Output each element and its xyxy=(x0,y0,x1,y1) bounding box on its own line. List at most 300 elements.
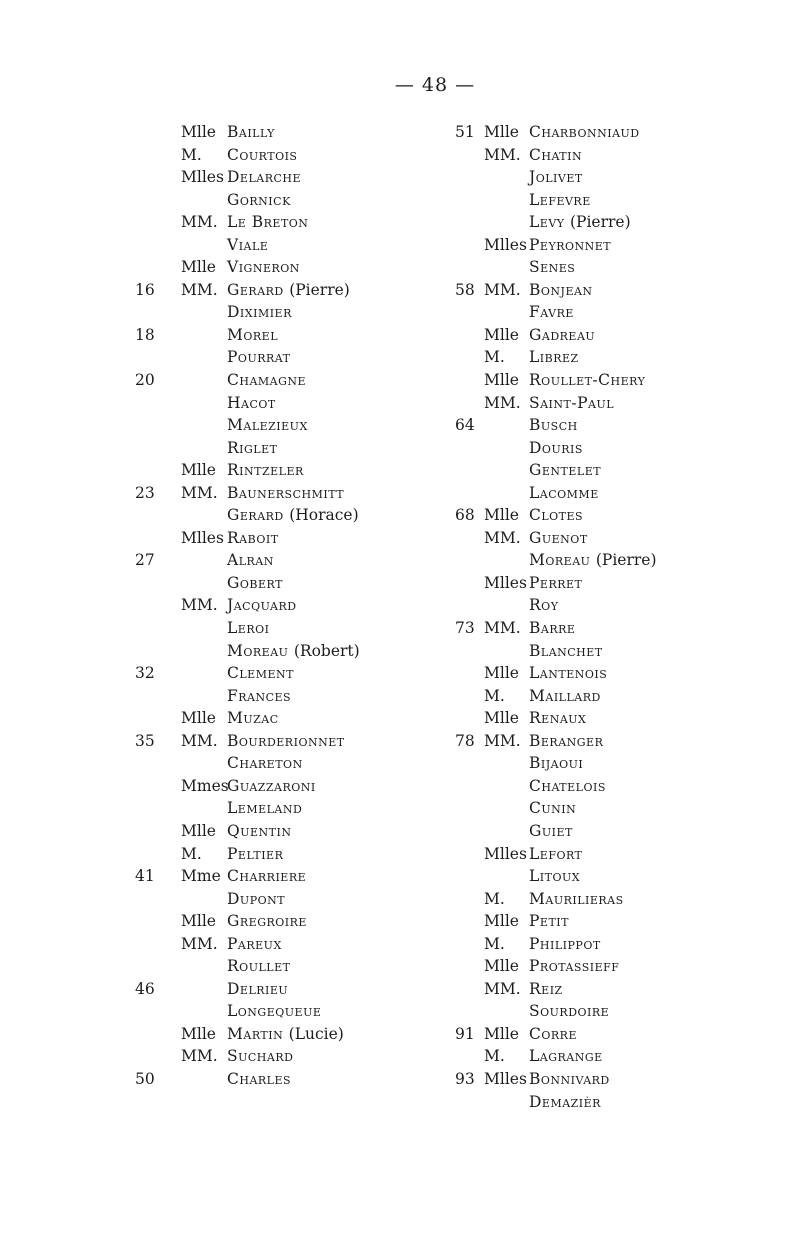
honorific: MM. xyxy=(484,731,521,750)
surname-text: Corre xyxy=(529,1024,577,1043)
honorific: Mlles xyxy=(181,168,224,187)
surname xyxy=(227,594,297,617)
surname-text: Hacot xyxy=(227,393,276,412)
honorific: MM. xyxy=(484,979,521,998)
surname-text: Lacomme xyxy=(529,483,599,502)
honorific: M. xyxy=(484,348,505,367)
surname xyxy=(529,933,601,956)
surname-text: Senes xyxy=(529,258,576,277)
surname-text: Peyronnet xyxy=(529,235,612,254)
surname xyxy=(529,324,595,347)
name-entry xyxy=(445,301,790,324)
surname-text: Gornick xyxy=(227,190,291,209)
surname-text: Saint-Paul xyxy=(529,393,615,412)
rank-number: 91 xyxy=(455,1024,475,1043)
surname xyxy=(227,1000,321,1023)
surname-text: Librez xyxy=(529,348,579,367)
surname-text: Chareton xyxy=(227,754,303,773)
surname-text: Lefort xyxy=(529,844,583,863)
surname xyxy=(529,865,580,888)
surname xyxy=(227,437,277,460)
rank-number: 64 xyxy=(455,416,475,435)
name-entry xyxy=(135,730,465,753)
honorific: Mlle xyxy=(484,912,519,931)
name-entry xyxy=(445,211,790,234)
name-entry xyxy=(135,144,465,167)
surname-text: Lemeland xyxy=(227,799,303,818)
name-entry xyxy=(445,662,790,685)
surname xyxy=(227,978,288,1001)
rank-number: 93 xyxy=(455,1069,475,1088)
name-entry xyxy=(445,256,790,279)
surname-text: Courtois xyxy=(227,145,298,164)
surname-text: Renaux xyxy=(529,709,587,728)
surname-text: Blanchet xyxy=(529,641,603,660)
honorific: Mlle xyxy=(484,1024,519,1043)
name-entry xyxy=(135,369,465,392)
surname-text: Charles xyxy=(227,1069,292,1088)
surname xyxy=(529,211,631,234)
name-entry xyxy=(445,730,790,753)
surname xyxy=(227,482,344,505)
surname xyxy=(529,843,582,866)
honorific: Mme xyxy=(181,867,221,886)
surname xyxy=(227,707,279,730)
surname-text: Leroi xyxy=(227,619,270,638)
name-entry xyxy=(135,392,465,415)
surname xyxy=(529,301,574,324)
rank-number: 18 xyxy=(135,325,155,344)
surname xyxy=(227,662,294,685)
name-entry xyxy=(445,144,790,167)
honorific: Mlle xyxy=(181,709,216,728)
honorific: Mlle xyxy=(181,1024,216,1043)
surname xyxy=(227,346,290,369)
name-entry xyxy=(445,346,790,369)
name-entry xyxy=(445,820,790,843)
surname xyxy=(529,910,569,933)
surname xyxy=(529,1023,577,1046)
honorific: Mlles xyxy=(484,844,527,863)
honorific: Mlle xyxy=(484,664,519,683)
name-entry xyxy=(445,752,790,775)
name-entry xyxy=(445,685,790,708)
surname xyxy=(227,775,316,798)
surname xyxy=(227,414,308,437)
name-entry xyxy=(135,865,465,888)
name-entry xyxy=(445,189,790,212)
surname xyxy=(227,279,350,302)
surname-text: Chatelois xyxy=(529,776,606,795)
surname xyxy=(227,211,308,234)
surname xyxy=(227,392,276,415)
surname-text: Protassieff xyxy=(529,957,620,976)
surname xyxy=(529,1000,609,1023)
surname-text: Longequeue xyxy=(227,1002,322,1021)
surname xyxy=(227,527,279,550)
name-entry xyxy=(135,775,465,798)
name-entry xyxy=(135,301,465,324)
name-entry xyxy=(135,324,465,347)
name-entry xyxy=(135,594,465,617)
rank-number: 78 xyxy=(455,731,475,750)
honorific: Mlle xyxy=(484,325,519,344)
surname-text: Morel xyxy=(227,325,279,344)
surname-text: Peltier xyxy=(227,844,284,863)
surname xyxy=(227,166,301,189)
rank-number: 51 xyxy=(455,123,475,141)
surname xyxy=(529,707,586,730)
surname-text: Barre xyxy=(529,619,576,638)
surname xyxy=(529,459,601,482)
honorific: MM. xyxy=(181,483,218,502)
name-entry xyxy=(445,910,790,933)
surname-text: Maillard xyxy=(529,686,601,705)
surname-text: Bailly xyxy=(227,123,275,141)
name-entry xyxy=(135,482,465,505)
name-entry xyxy=(135,414,465,437)
surname-text: Cunin xyxy=(529,799,577,818)
name-entry xyxy=(135,189,465,212)
surname xyxy=(529,730,603,753)
rank-number: 68 xyxy=(455,506,475,525)
surname-text: Le Breton xyxy=(227,213,309,232)
name-entry xyxy=(445,1045,790,1068)
surname xyxy=(529,572,582,595)
name-entry xyxy=(135,978,465,1001)
honorific: Mlle xyxy=(181,123,216,141)
surname xyxy=(227,301,292,324)
name-entry xyxy=(445,527,790,550)
surname-text: Perret xyxy=(529,573,583,592)
surname xyxy=(529,144,582,167)
name-entry xyxy=(135,617,465,640)
surname-text: Guenot xyxy=(529,528,588,547)
surname xyxy=(529,256,575,279)
surname-text: Clement xyxy=(227,664,294,683)
surname-text: Gadreau xyxy=(529,325,596,344)
honorific: Mlles xyxy=(484,235,527,254)
surname-text: Bonjean xyxy=(529,280,593,299)
surname-text: Gerard xyxy=(227,280,284,299)
honorific: MM. xyxy=(484,145,521,164)
honorific: MM. xyxy=(181,596,218,615)
surname xyxy=(227,865,306,888)
name-entry xyxy=(445,978,790,1001)
surname xyxy=(227,189,291,212)
name-entry xyxy=(445,1091,790,1114)
surname-text: Delarche xyxy=(227,168,302,187)
surname xyxy=(529,955,619,978)
name-entry xyxy=(135,685,465,708)
surname-text: Baunerschmitt xyxy=(227,483,345,502)
name-entry xyxy=(445,797,790,820)
surname-text: Jolivet xyxy=(529,168,583,187)
name-entry xyxy=(135,1023,465,1046)
surname xyxy=(529,166,583,189)
surname xyxy=(529,504,583,527)
surname xyxy=(529,482,599,505)
honorific: MM. xyxy=(484,619,521,638)
honorific: MM. xyxy=(484,393,521,412)
surname-text: Maurilieras xyxy=(529,889,624,908)
honorific: Mlles xyxy=(181,528,224,547)
honorific: Mlle xyxy=(181,461,216,480)
surname xyxy=(529,685,601,708)
surname-text: Gregroire xyxy=(227,912,307,931)
honorific: Mlles xyxy=(484,573,527,592)
name-entry xyxy=(445,594,790,617)
surname xyxy=(529,662,607,685)
honorific: Mlle xyxy=(484,371,519,390)
name-entry xyxy=(445,1000,790,1023)
surname-text: Martin xyxy=(227,1024,284,1043)
surname xyxy=(227,955,290,978)
name-entry xyxy=(445,707,790,730)
surname xyxy=(227,843,283,866)
name-entry xyxy=(445,933,790,956)
surname-text: Alran xyxy=(227,551,274,570)
name-entry xyxy=(445,166,790,189)
surname-text: Demazièr xyxy=(529,1092,601,1111)
page-number: — 48 — xyxy=(394,74,476,96)
surname xyxy=(529,594,558,617)
name-entry xyxy=(135,346,465,369)
surname-text: Roy xyxy=(529,596,559,615)
surname-text: Viale xyxy=(227,235,269,254)
surname-text: Clotes xyxy=(529,506,584,525)
surname xyxy=(529,414,578,437)
surname-text: Lagrange xyxy=(529,1047,603,1066)
surname xyxy=(227,617,269,640)
name-entry xyxy=(445,572,790,595)
surname-text: Riglet xyxy=(227,438,278,457)
surname xyxy=(529,797,576,820)
honorific: Mlle xyxy=(484,957,519,976)
surname xyxy=(529,640,603,663)
name-entry xyxy=(445,504,790,527)
surname-text: Bijaoui xyxy=(529,754,584,773)
name-entry xyxy=(135,256,465,279)
name-entry xyxy=(445,234,790,257)
name-entry xyxy=(135,211,465,234)
honorific: M. xyxy=(181,844,202,863)
name-entry xyxy=(135,1000,465,1023)
name-entry xyxy=(445,549,790,572)
surname-text: Gobert xyxy=(227,573,283,592)
honorific: Mlle xyxy=(484,123,519,141)
rank-number: 50 xyxy=(135,1069,155,1088)
surname-text: Douris xyxy=(529,438,583,457)
surname-text: Moreau xyxy=(529,551,591,570)
name-entry xyxy=(445,1068,790,1091)
name-entry xyxy=(135,933,465,956)
surname xyxy=(227,1023,344,1046)
surname xyxy=(529,369,645,392)
surname-text: Diximier xyxy=(227,303,292,322)
name-entry xyxy=(135,843,465,866)
name-entry xyxy=(135,752,465,775)
honorific: MM. xyxy=(181,934,218,953)
surname-text: Chamagne xyxy=(227,371,307,390)
surname xyxy=(227,234,268,257)
surname xyxy=(227,730,345,753)
surname xyxy=(227,144,297,167)
surname-text: Philippot xyxy=(529,934,601,953)
name-entry xyxy=(445,888,790,911)
honorific: MM. xyxy=(181,1047,218,1066)
surname-text: Chatin xyxy=(529,145,583,164)
name-entry xyxy=(135,797,465,820)
surname xyxy=(529,888,624,911)
given-name-qualifier: (Pierre) xyxy=(569,213,631,232)
surname-text: Muzac xyxy=(227,709,279,728)
surname xyxy=(227,910,307,933)
name-entry xyxy=(135,888,465,911)
surname xyxy=(529,527,588,550)
surname-text: Reiz xyxy=(529,979,563,998)
surname xyxy=(529,1091,601,1114)
name-entry xyxy=(135,572,465,595)
name-entry xyxy=(445,775,790,798)
rank-number: 27 xyxy=(135,551,155,570)
surname-text: Guiet xyxy=(529,821,573,840)
given-name-qualifier: (Robert) xyxy=(293,641,360,660)
surname xyxy=(227,820,291,843)
given-name-qualifier: (Pierre) xyxy=(289,280,350,299)
name-entry xyxy=(445,640,790,663)
surname-text: Levy xyxy=(529,213,565,232)
surname xyxy=(227,572,283,595)
name-entry xyxy=(445,392,790,415)
honorific: M. xyxy=(484,1047,505,1066)
surname xyxy=(529,234,611,257)
surname xyxy=(227,1045,293,1068)
honorific: Mmes xyxy=(181,776,229,795)
given-name-qualifier: (Pierre) xyxy=(595,551,657,570)
surname xyxy=(227,504,359,527)
name-entry xyxy=(445,482,790,505)
surname xyxy=(529,346,579,369)
rank-number: 16 xyxy=(135,280,155,299)
honorific: MM. xyxy=(484,528,521,547)
surname-text: Petit xyxy=(529,912,569,931)
name-entry xyxy=(135,640,465,663)
surname-text: Vigneron xyxy=(227,258,300,277)
surname-text: Roullet xyxy=(227,957,291,976)
honorific: Mlle xyxy=(181,821,216,840)
name-entry xyxy=(135,662,465,685)
name-entry xyxy=(135,910,465,933)
surname xyxy=(227,933,282,956)
honorific: M. xyxy=(181,145,202,164)
surname xyxy=(227,369,306,392)
name-entry xyxy=(445,369,790,392)
surname-text: Delrieu xyxy=(227,979,289,998)
surname xyxy=(529,1045,603,1068)
surname-text: Quentin xyxy=(227,821,292,840)
surname xyxy=(529,752,583,775)
surname-text: Dupont xyxy=(227,889,286,908)
name-entry xyxy=(445,279,790,302)
surname xyxy=(529,189,591,212)
name-entry xyxy=(135,279,465,302)
name-entry xyxy=(135,437,465,460)
name-entry xyxy=(135,166,465,189)
surname-text: Guazzaroni xyxy=(227,776,316,795)
surname xyxy=(227,888,285,911)
honorific: Mlle xyxy=(484,709,519,728)
honorific: Mlle xyxy=(484,506,519,525)
surname xyxy=(529,392,614,415)
surname xyxy=(227,752,303,775)
rank-number: 46 xyxy=(135,979,155,998)
honorific: MM. xyxy=(181,280,218,299)
name-entry xyxy=(445,865,790,888)
surname-text: Bonnivard xyxy=(529,1069,610,1088)
surname-text: Beranger xyxy=(529,731,604,750)
surname-text: Charbonniaud xyxy=(529,123,640,141)
surname xyxy=(227,1068,291,1091)
surname xyxy=(529,549,657,572)
name-entry xyxy=(445,121,790,144)
surname-text: Favre xyxy=(529,303,574,322)
surname-text: Charriere xyxy=(227,867,307,886)
honorific: M. xyxy=(484,889,505,908)
surname xyxy=(529,775,606,798)
surname-text: Busch xyxy=(529,416,578,435)
surname-text: Sourdoire xyxy=(529,1002,610,1021)
surname-text: Frances xyxy=(227,686,292,705)
rank-number: 35 xyxy=(135,731,155,750)
honorific: M. xyxy=(484,934,505,953)
name-entry xyxy=(135,121,465,144)
name-entry xyxy=(135,1045,465,1068)
name-entry xyxy=(135,1068,465,1091)
surname xyxy=(227,797,302,820)
surname-text: Suchard xyxy=(227,1047,294,1066)
name-entry xyxy=(445,324,790,347)
surname xyxy=(227,121,275,144)
surname-text: Bourderionnet xyxy=(227,731,345,750)
surname-text: Litoux xyxy=(529,867,581,886)
name-entry xyxy=(445,1023,790,1046)
name-entry xyxy=(135,234,465,257)
surname xyxy=(529,121,640,144)
surname-text: Rintzeler xyxy=(227,461,304,480)
honorific: Mlle xyxy=(181,912,216,931)
name-entry xyxy=(445,843,790,866)
surname xyxy=(227,685,291,708)
name-entry xyxy=(445,414,790,437)
name-entry xyxy=(135,527,465,550)
name-entry xyxy=(135,955,465,978)
surname-text: Lantenois xyxy=(529,664,608,683)
name-entry xyxy=(445,617,790,640)
name-entry xyxy=(445,955,790,978)
honorific: MM. xyxy=(181,731,218,750)
surname xyxy=(529,437,583,460)
name-entry xyxy=(135,820,465,843)
surname-text: Gentelet xyxy=(529,461,602,480)
surname-text: Jacquard xyxy=(227,596,297,615)
rank-number: 23 xyxy=(135,483,155,502)
surname xyxy=(227,640,360,663)
rank-number: 73 xyxy=(455,619,475,638)
name-entry xyxy=(135,707,465,730)
surname-text: Roullet-Chery xyxy=(529,371,646,390)
surname xyxy=(529,1068,610,1091)
